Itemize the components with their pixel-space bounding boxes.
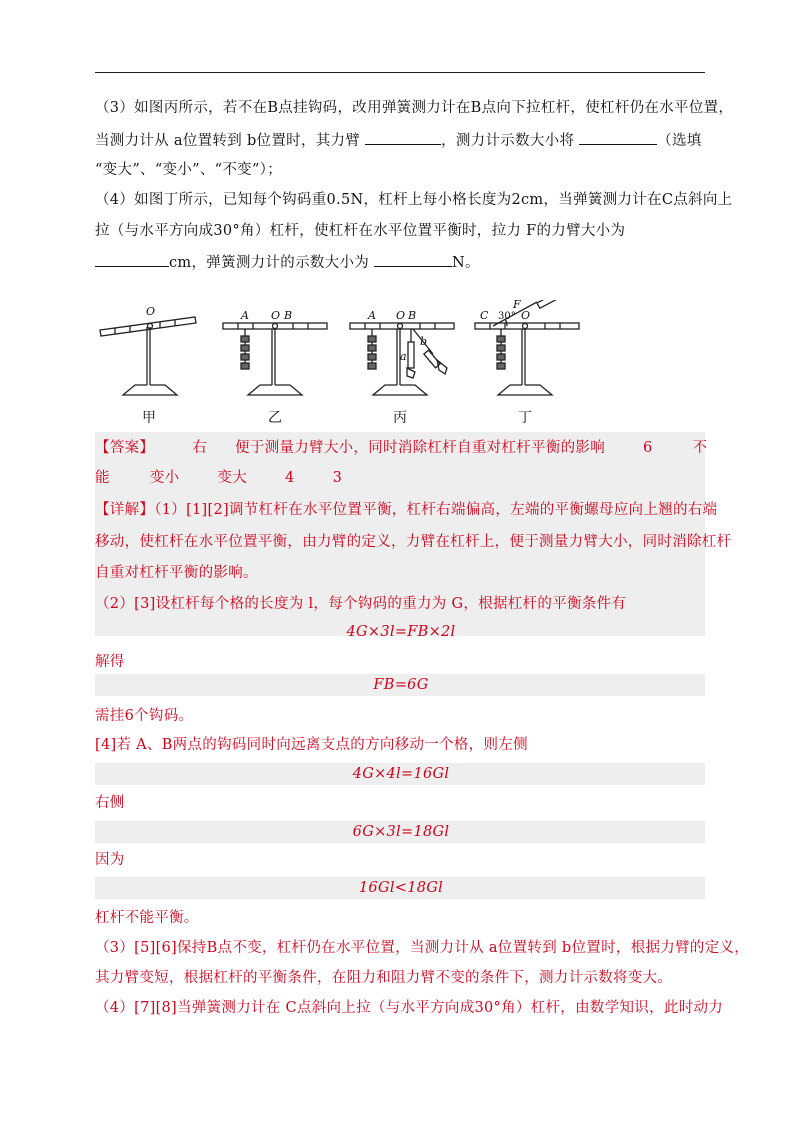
answer-line2 — [95, 468, 707, 488]
label-ding-f: F — [513, 300, 521, 311]
answer-1: 右 — [192, 440, 208, 456]
answer-8: 3 — [332, 470, 343, 486]
lever-figure — [95, 300, 695, 435]
answer-5: 变小 — [149, 470, 180, 486]
equation-4: 6G×3l=18Gl — [352, 824, 450, 840]
label-bing-b-pos: b — [420, 335, 428, 348]
answer-3: 6 — [643, 440, 653, 456]
caption-yi: 乙 — [268, 410, 282, 426]
equation-2: FB=6G — [373, 677, 429, 693]
answer-4a: 不 — [692, 440, 708, 456]
detail-p5-line1: （3）[5][6]保持B点不变，杠杆仍在水平位置，当测力计从 a位置转到 b位置时，根据力臂的定义， — [95, 940, 750, 956]
label-bing-a-pos: a — [400, 350, 407, 363]
q4-line2: 拉（与水平方向成30°角）杠杆，使杠杆在水平位置平衡时，拉力 F的力臂大小为 — [95, 223, 626, 239]
detail-conclusion: 杠杆不能平衡。 — [95, 910, 199, 926]
detail-p4: [4]若 A、B两点的钩码同时向远离支点的方向移动一个格，则左侧 — [95, 737, 528, 753]
q3-line2 — [95, 130, 707, 151]
detail-right: 右侧 — [95, 795, 125, 811]
q3-blank-arm[interactable] — [365, 130, 441, 145]
label-bing-b: B — [408, 309, 417, 322]
q4-line3b: N。 — [451, 255, 480, 271]
header-rule — [95, 72, 705, 73]
q4-line1: （4）如图丁所示，已知每个钩码重0.5N，杠杆上每小格长度为2cm，当弹簧测力计在C点斜向上 — [95, 192, 733, 208]
figure-jia — [100, 317, 196, 395]
detail-solve: 解得 — [95, 654, 125, 670]
q3-line1: （3）如图丙所示，若不在B点挂钩码，改用弹簧测力计在B点向下拉杠杆，使杠杆仍在水平位置， — [95, 100, 734, 116]
detail-need: 需挂6个钩码。 — [95, 708, 194, 724]
label-ding-c: C — [480, 309, 489, 322]
detail-p6-line1: （4）[7][8]当弹簧测力计在 C点斜向上拉（与水平方向成30°角）杠杆，由数学知识，此时动力 — [95, 1000, 724, 1016]
label-ding-o: O — [521, 309, 531, 322]
label-yi-a: A — [241, 309, 249, 322]
label-yi-b: B — [284, 309, 293, 322]
label-bing-o: O — [396, 309, 406, 322]
label-ding-angle: 30° — [498, 311, 516, 322]
q4-line3 — [95, 252, 707, 273]
answer-2: 便于测量力臂大小，同时消除杠杆自重对杠杆平衡的影响 — [235, 440, 606, 456]
answer-4b: 能 — [95, 470, 110, 486]
q4-line3a: cm，弹簧测力计的示数大小为 — [169, 255, 374, 271]
label-yi-o: O — [271, 309, 281, 322]
answer-line1 — [95, 438, 707, 458]
q3-line2c: （选填 — [657, 133, 702, 149]
detail-line2: 移动，使杠杆在水平位置平衡，由力臂的定义，力臂在杠杆上，便于测量力臂大小，同时消除杠杆 — [95, 534, 732, 550]
equation-3: 4G×4l=16Gl — [352, 766, 450, 782]
answer-7: 4 — [285, 470, 295, 486]
caption-jia: 甲 — [142, 410, 156, 426]
q3-line2b: ，测力计示数大小将 — [441, 133, 580, 149]
q4-blank-arm[interactable] — [95, 252, 169, 267]
equation-5: 16Gl<18Gl — [358, 880, 444, 896]
detail-label: 【详解】 — [95, 502, 155, 518]
q4-blank-reading[interactable] — [374, 252, 452, 267]
caption-ding: 丁 — [518, 410, 532, 426]
equation-1: 4G×3l=FB×2l — [346, 624, 456, 640]
q3-blank-reading[interactable] — [579, 130, 657, 145]
figure-yi — [223, 323, 327, 395]
caption-bing: 丙 — [393, 410, 407, 426]
answer-label: 【答案】 — [95, 440, 155, 456]
answer-6: 变大 — [217, 470, 248, 486]
label-jia-o: O — [146, 305, 156, 318]
q3-line3: “变大”、“变小”、“不变”）； — [95, 162, 283, 178]
label-bing-a: A — [368, 309, 376, 322]
detail-line4: （2）[3]设杠杆每个格的长度为 l，每个钩码的重力为 G，根据杠杆的平衡条件有 — [95, 596, 627, 612]
detail-because: 因为 — [95, 852, 125, 868]
detail-line1: 【详解】（1）[1][2]调节杠杆在水平位置平衡，杠杆右端偏高，左端的平衡螺母应向上翘的右端 — [95, 502, 718, 518]
detail-p5-line2: 其力臂变短，根据杠杆的平衡条件，在阻力和阻力臂不变的条件下，测力计示数将变大。 — [95, 970, 673, 986]
q3-line2a: 当测力计从 a位置转到 b位置时，其力臂 — [95, 133, 366, 149]
detail-line3: 自重对杠杆平衡的影响。 — [95, 565, 258, 581]
